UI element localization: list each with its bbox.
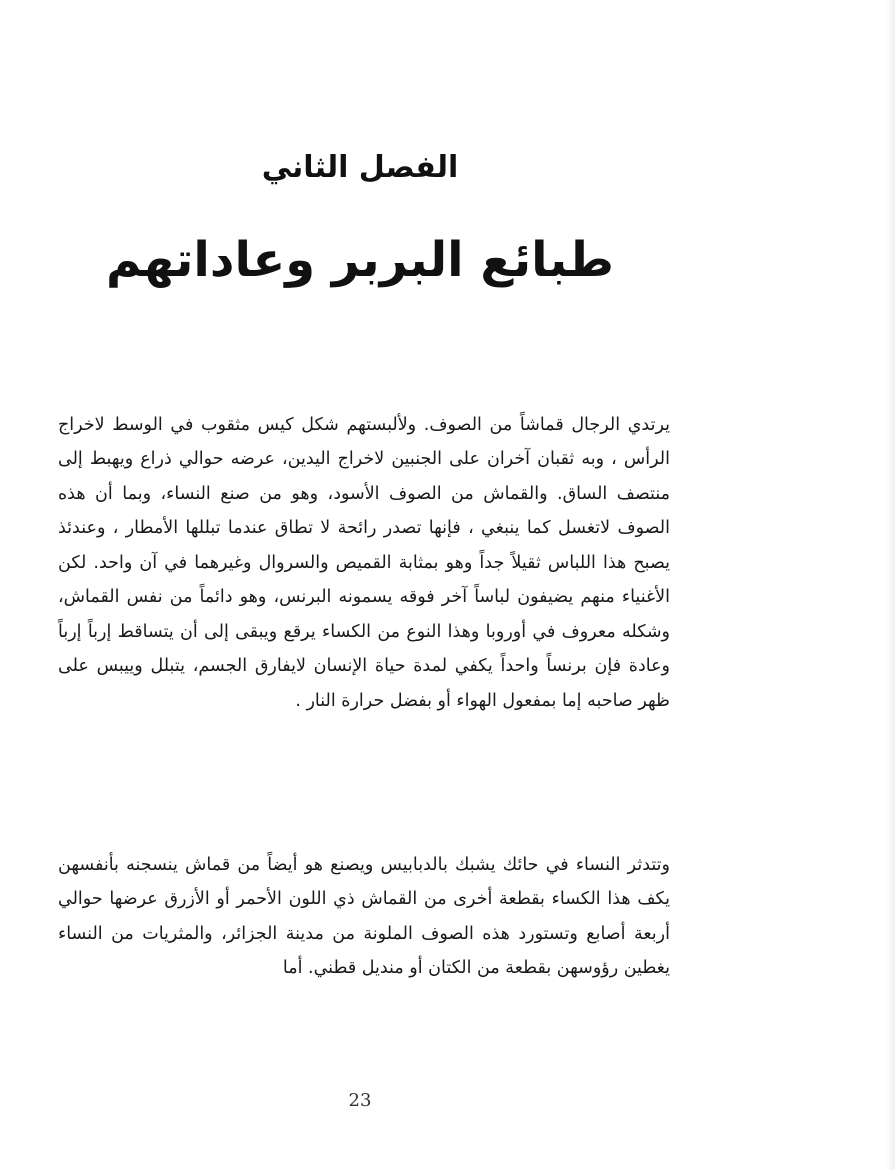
paragraph: يرتدي الرجال قماشاً من الصوف. ولألبستهم شكل كيس مثقوب في الوسط لاخراج الرأس ، وبه ثقبان آخران على الجنبين لاخراج اليدين، عرضه حوالي ذراع ويهبط إلى منتصف الساق. والقماش من الصوف الأسود، وهو من صنع النساء، وبما أن هذه الصوف لاتغسل كما ينبغي ، فإنها تصدر رائحة لا تطاق عندما تبللها الأمطار ، وعندئذ يصبح هذا اللباس ثقيلاً جداً وهو بمثابة القميص والسروال وغيرهما في آن واحد. لكن الأغنياء منهم يضيفون لباساً آخر فوقه يسمونه البرنس، وهو دائماً من نفس القماش، وشكله معروف في أوروبا وهذا النوع من الكساء يرقع ويبقى إلى أن يتساقط إرباً إرباً وعادة فإن برنساً واحداً يكفي لمدة حياة الإنسان لايفارق الجسم، يتبلل وييبس على ظهر صاحبه إما بمفعول الهواء أو بفضل حرارة النار .: [58, 415, 670, 711]
chapter-title: طبائع البربر وعاداتهم: [106, 232, 614, 288]
paragraph: وتتدثر النساء في حائك يشبك بالدبابيس ويصنع هو أيضاً من قماش ينسجنه بأنفسهن يكف هذا الكساء بقطعة أخرى من القماش ذي اللون الأحمر أو الأزرق عرضها حوالي أربعة أصابع وتستورد هذه الصوف الملونة من مدينة الجزائر، والمثريات من النساء يغطين رؤوسهن بقطعة من الكتان أو منديل قطني. أما: [58, 855, 670, 979]
page-number: 23: [348, 1090, 372, 1111]
chapter-label: الفصل الثاني: [261, 150, 459, 185]
page-edge-shadow: [885, 0, 895, 1170]
